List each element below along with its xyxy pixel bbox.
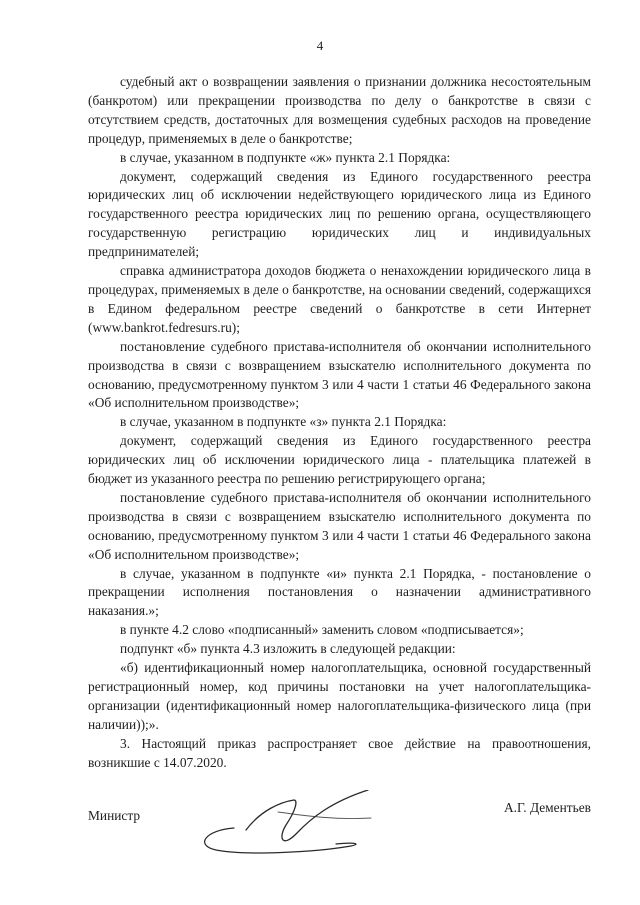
paragraph-case-i: в случае, указанном в подпункте «и» пункта 2.1 Порядка, - постановление о прекращении исполнения постановления о назначении административного наказания.»;	[88, 565, 591, 619]
paragraph-egrul-exclusion-document: документ, содержащий сведения из Единого государственного реестра юридических лиц об исключении недействующего юридического лица из Единого государственного реестра юридических лиц по решению органа, осуществляющего государственную регистрацию юридических лиц и индивидуальных предпринимателей;	[88, 168, 591, 260]
paragraph-court-act: судебный акт о возвращении заявления о признании должника несостоятельным (банкротом) или прекращении производства по делу о банкротстве в связи с отсутствием средств, достаточных для возмещения судебных расходов на проведение процедур, применяемых в деле о банкротстве;	[88, 74, 591, 146]
handwritten-signature	[186, 790, 386, 860]
paragraph-item-4-3-b-intro: подпункт «б» пункта 4.3 изложить в следующей редакции:	[120, 641, 456, 657]
paragraph-item-4-3-b-text: «б) идентификационный номер налогоплательщика, основной государственный регистрационный номер, код причины постановки на учет налогоплательщика-организации (идентификационный номер налогоплательщика-физического лица (при наличии));».	[88, 660, 591, 732]
signatory-role: Министр	[88, 808, 141, 823]
paragraph-item-4-2-amendment: в пункте 4.2 слово «подписанный» заменить словом «подписывается»;	[120, 622, 524, 638]
paragraph-bailiff-resolution-2: постановление судебного пристава-исполнителя об окончании исполнительного производства в связи с возвращением взыскателю исполнительного документа по основанию, предусмотренному пунктом 3 или 4 части 1 статьи 46 Федерального закона «Об исполнительном производстве»;	[88, 489, 591, 562]
paragraph-case-zh-heading: в случае, указанном в подпункте «ж» пункта 2.1 Порядка:	[120, 149, 451, 165]
page-number: 4	[316, 38, 324, 53]
paragraph-effective-date: 3. Настоящий приказ распространяет свое действие на правоотношения, возникшие с 14.07.2020.	[88, 735, 591, 770]
paragraph-case-z-heading: в случае, указанном в подпункте «з» пункта 2.1 Порядка:	[120, 414, 447, 430]
signatory-name: А.Г. Дементьев	[504, 800, 591, 815]
signature-block	[88, 800, 591, 860]
paragraph-egrul-payer-exclusion: документ, содержащий сведения из Единого государственного реестра юридических лиц об исключении юридического лица - плательщика платежей в бюджет из указанного реестра по решению регистрирующего органа;	[88, 433, 591, 487]
paragraph-bailiff-resolution-1: постановление судебного пристава-исполнителя об окончании исполнительного производства в связи с возвращением взыскателю исполнительного документа по основанию, предусмотренному пунктом 3 или 4 части 1 статьи 46 Федерального закона «Об исполнительном производстве»;	[88, 338, 591, 411]
document-body	[88, 73, 591, 773]
paragraph-budget-administrator-certificate: справка администратора доходов бюджета о ненахождении юридического лица в процедурах, применяемых в деле о банкротстве, на основании сведений, содержащихся в Едином федеральном реестре сведений о банкротстве в сети Интернет (www.bankrot.fedresurs.ru);	[88, 263, 591, 335]
